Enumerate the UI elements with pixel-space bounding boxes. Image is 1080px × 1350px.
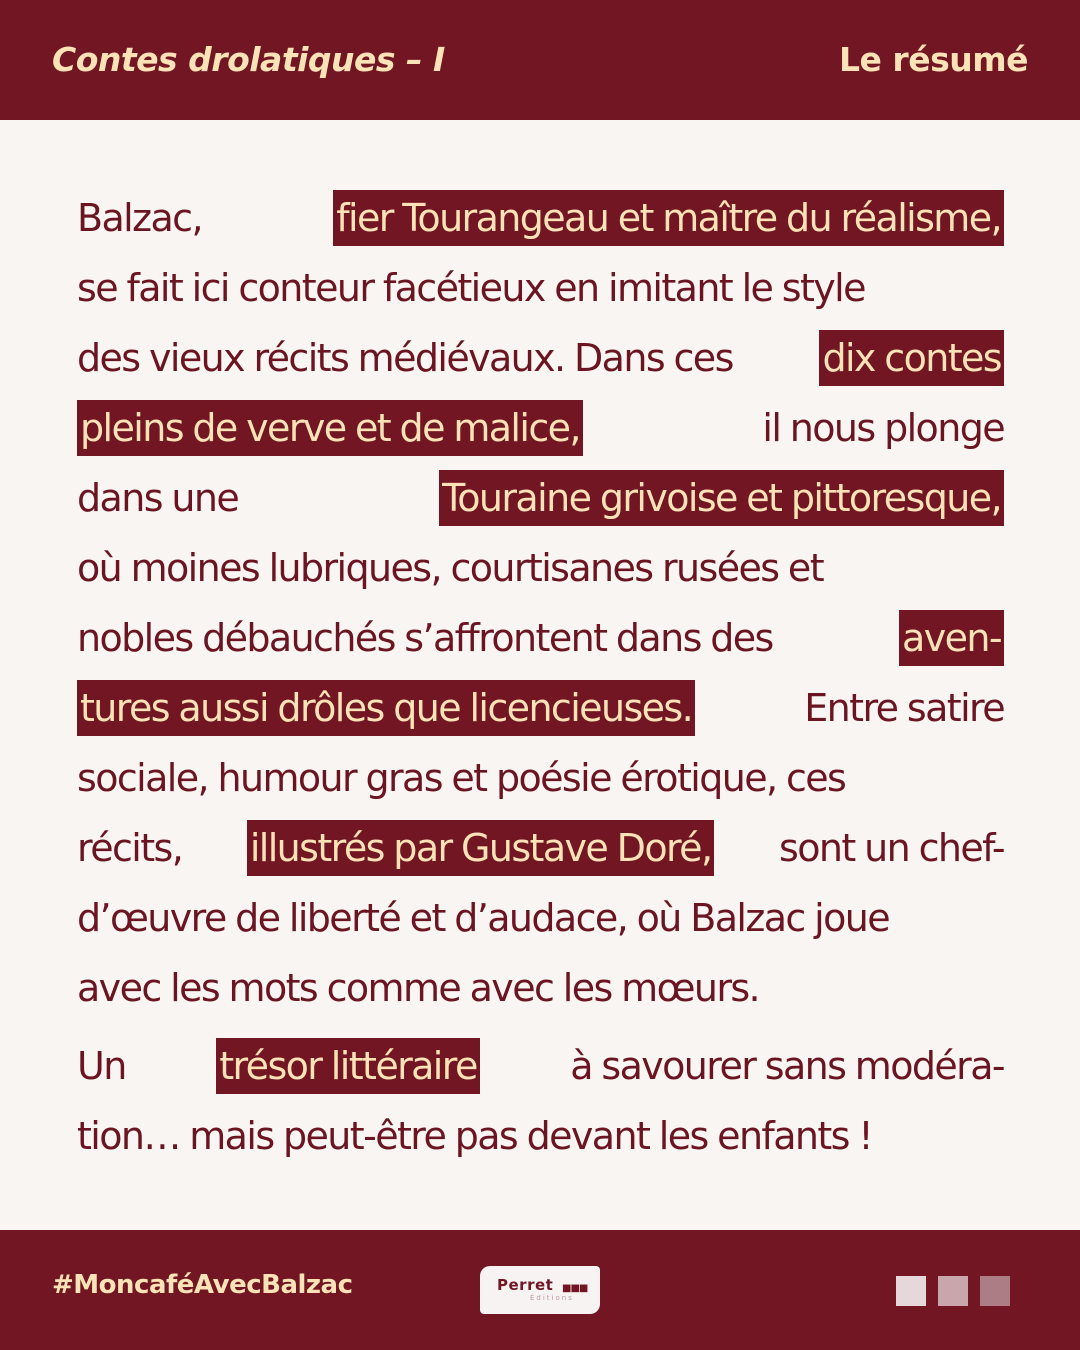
summary-text <box>77 183 1004 1171</box>
text-segment: Un <box>77 1044 126 1088</box>
series-title: Contes drolatiques – I <box>52 40 445 79</box>
text-line <box>77 323 1004 393</box>
text-line <box>77 393 1004 463</box>
text-segment: avec les mots comme avec les mœurs. <box>77 966 760 1010</box>
carousel-indicator <box>896 1276 1010 1306</box>
highlight: aven- <box>899 610 1004 666</box>
highlight: illustrés par Gustave Doré, <box>247 820 715 876</box>
text-segment: Entre satire <box>804 686 1004 730</box>
hashtag: #MoncaféAvecBalzac <box>52 1270 353 1300</box>
logo-subtitle: Éditions <box>530 1294 574 1302</box>
text-segment: sont un chef- <box>779 826 1004 870</box>
highlight: Touraine grivoise et pittoresque, <box>439 470 1004 526</box>
text-segment: d’œuvre de liberté et d’audace, où Balzac joue <box>77 896 890 940</box>
highlight: fier Tourangeau et maître du réalisme, <box>333 190 1004 246</box>
highlight: tures aussi drôles que licencieuses. <box>77 680 695 736</box>
text-segment: des vieux récits médiévaux. Dans ces <box>77 336 733 380</box>
page-indicator-square <box>980 1276 1010 1306</box>
page-indicator-square <box>896 1276 926 1306</box>
text-line <box>77 183 1004 253</box>
text-line <box>77 673 1004 743</box>
text-segment: sociale, humour gras et poésie érotique, ces <box>77 756 846 800</box>
publisher-logo <box>480 1266 600 1314</box>
text-line <box>77 883 1004 953</box>
text-line <box>77 603 1004 673</box>
text-segment: il nous plonge <box>762 406 1004 450</box>
text-line <box>77 953 1004 1023</box>
page-indicator-square <box>938 1276 968 1306</box>
text-line <box>77 1031 1004 1101</box>
text-segment: Balzac, <box>77 196 202 240</box>
text-segment: se fait ici conteur facétieux en imitant le style <box>77 266 865 310</box>
text-segment: où moines lubriques, courtisanes rusées et <box>77 546 824 590</box>
text-line <box>77 253 1004 323</box>
text-segment: récits, <box>77 826 183 870</box>
text-line <box>77 463 1004 533</box>
text-line <box>77 743 1004 813</box>
text-line <box>77 533 1004 603</box>
text-segment: à savourer sans modéra- <box>570 1044 1004 1088</box>
section-title: Le résumé <box>839 40 1028 79</box>
text-segment: nobles débauchés s’affrontent dans des <box>77 616 773 660</box>
text-line <box>77 813 1004 883</box>
text-segment: dans une <box>77 476 239 520</box>
highlight: trésor littéraire <box>216 1038 480 1094</box>
header-bar <box>0 0 1080 120</box>
highlight: pleins de verve et de malice, <box>77 400 583 456</box>
text-line <box>77 1101 1004 1171</box>
footer-bar <box>0 1230 1080 1350</box>
highlight: dix contes <box>819 330 1004 386</box>
text-segment: tion… mais peut-être pas devant les enfants ! <box>77 1114 872 1158</box>
logo-dots-icon: ■■■ <box>562 1283 588 1294</box>
logo-name: Perret <box>497 1276 554 1294</box>
